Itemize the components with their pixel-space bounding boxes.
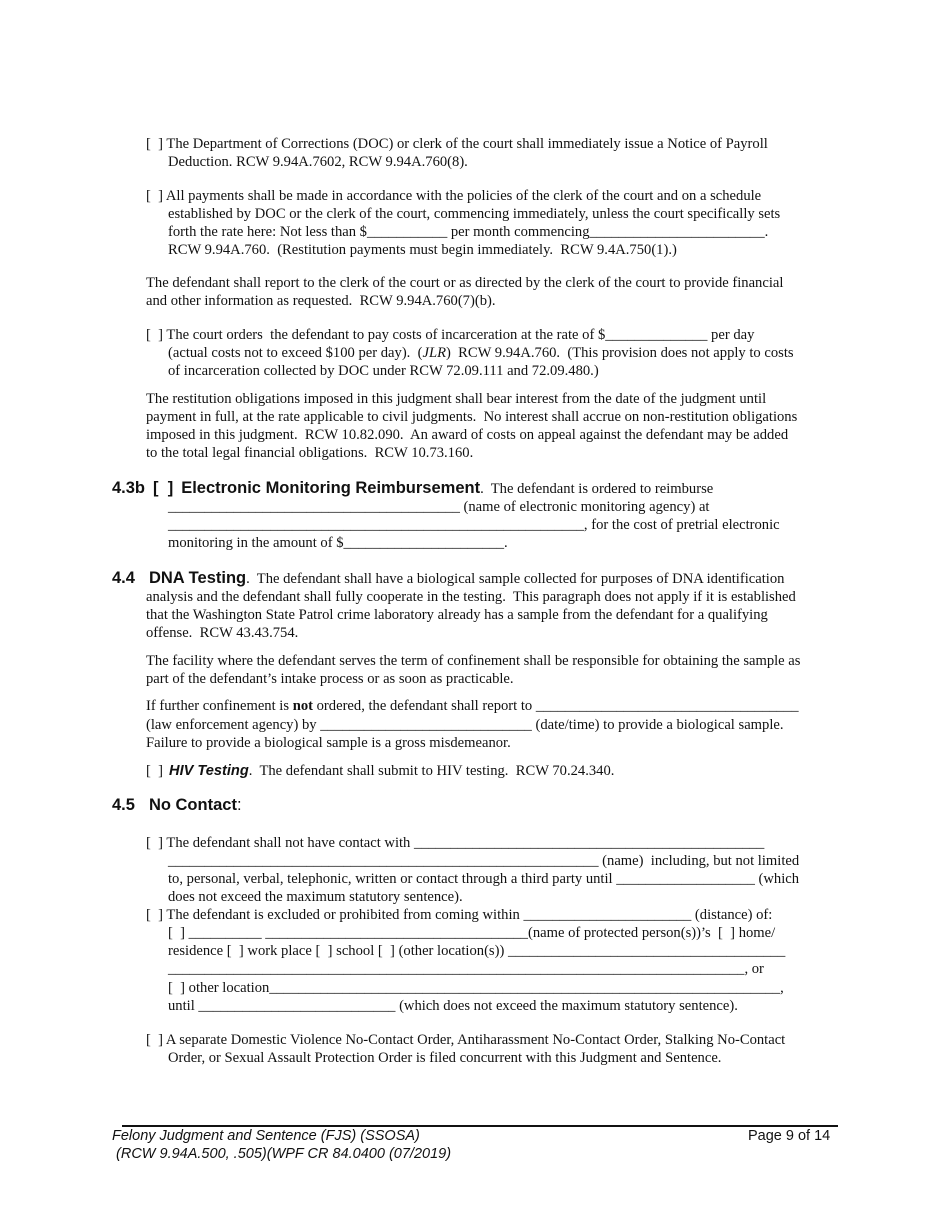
incarceration-line-3: of incarceration collected by DOC under RCW 72.09.111 and 72.09.480.) xyxy=(168,363,599,379)
section-4-5-heading: 4.5 No Contact: xyxy=(112,796,242,814)
confinement-line-1: If further confinement is not ordered, the defendant shall report to ____________________________________ xyxy=(146,698,799,714)
report-line-1: The defendant shall report to the clerk of the court or as directed by the clerk of the court to provide financial xyxy=(146,275,784,291)
section-number: 4.3b xyxy=(112,479,146,497)
facility-line-1: The facility where the defendant serves the term of confinement shall be responsible for obtaining the sample as xyxy=(146,653,801,669)
payments-line-4: RCW 9.94A.760. (Restitution payments must begin immediately. RCW 9.4A.750(1).) xyxy=(168,242,677,258)
dna-line-4: offense. RCW 43.43.754. xyxy=(146,625,299,641)
dna-line-3: that the Washington State Patrol crime laboratory already has a sample from the defendant for a qualifying xyxy=(146,607,768,623)
section-title: DNA Testing xyxy=(148,569,247,587)
section-4-3b-heading: 4.3b [ ] Electronic Monitoring Reimbursement. The defendant is ordered to reimburse xyxy=(112,479,714,497)
confinement-line-2: (law enforcement agency) by _____________________________ (date/time) to provide a biological sample. xyxy=(146,717,784,733)
interest-line-2: payment in full, at the rate applicable to civil judgments. No interest shall accrue on non-restitution obligations xyxy=(146,409,798,425)
section-number: 4.4 xyxy=(112,569,135,587)
payments-line-3: forth the rate here: Not less than $___________ per month commencing________________________. xyxy=(168,224,769,240)
confinement-line-3: Failure to provide a biological sample is a gross misdemeanor. xyxy=(146,735,511,751)
payroll-deduction-line-1: [ ] The Department of Corrections (DOC) or clerk of the court shall immediately issue a Notice of Payroll xyxy=(146,136,768,152)
exclusion-line-3: residence [ ] work place [ ] school [ ] (other location(s)) ______________________________________ xyxy=(168,943,786,959)
footer-page-number: Page 9 of 14 xyxy=(748,1128,831,1144)
exclusion-line-4: _______________________________________________________________________________, or xyxy=(168,961,764,977)
no-contact-line-2: ___________________________________________________________ (name) including, but not limited xyxy=(168,853,800,869)
checkbox-hiv-testing[interactable]: [ ] xyxy=(146,763,164,779)
incarceration-line-1: [ ] The court orders the defendant to pay costs of incarceration at the rate of $______________ per day xyxy=(146,327,755,343)
separate-order-line-2: Order, or Sexual Assault Protection Order is filed concurrent with this Judgment and Sentence. xyxy=(168,1050,722,1066)
footer-form-title: Felony Judgment and Sentence (FJS) (SSOSA) xyxy=(112,1128,420,1144)
section-4-4-heading: 4.4 DNA Testing. The defendant shall have a biological sample collected for purposes of DNA identification xyxy=(112,569,785,587)
no-contact-line-3: to, personal, verbal, telephonic, written or contact through a third party until ___________________ (which xyxy=(168,871,800,887)
exclusion-line-5: [ ] other location______________________________________________________________________, xyxy=(168,980,784,996)
section-number: 4.5 xyxy=(112,796,135,814)
exclusion-line-2: [ ] __________ ____________________________________(name of protected person(s))’s [ ] home/ xyxy=(168,925,776,941)
report-line-2: and other information as requested. RCW 9.94A.760(7)(b). xyxy=(146,293,496,309)
monitoring-agency-line: ________________________________________ (name of electronic monitoring agency) at xyxy=(168,499,710,515)
facility-line-2: part of the defendant’s intake process or as soon as practicable. xyxy=(146,671,514,687)
separate-order-line-1: [ ] A separate Domestic Violence No-Contact Order, Antiharassment No-Contact Order, Stalking No-Contact xyxy=(146,1032,786,1048)
payments-line-2: established by DOC or the clerk of the court, commencing immediately, unless the court specifically sets xyxy=(168,206,781,222)
incarceration-line-2: (actual costs not to exceed $100 per day). (JLR) RCW 9.94A.760. (This provision does not apply to costs xyxy=(168,345,794,361)
checkbox-electronic-monitoring[interactable]: [ ] xyxy=(153,479,174,497)
payroll-deduction-line-2: Deduction. RCW 9.94A.7602, RCW 9.94A.760(8). xyxy=(168,154,468,170)
footer-form-citation: (RCW 9.94A.500, .505)(WPF CR 84.0400 (07/2019) xyxy=(112,1146,452,1162)
section-title: No Contact xyxy=(148,796,237,814)
exclusion-line-6: until ___________________________ (which does not exceed the maximum statutory sentence). xyxy=(168,998,738,1014)
dna-line-2: analysis and the defendant shall fully cooperate in the testing. This paragraph does not apply if it is established xyxy=(146,589,796,605)
interest-line-1: The restitution obligations imposed in this judgment shall bear interest from the date of the judgment until xyxy=(146,391,767,407)
hiv-testing-title: HIV Testing xyxy=(169,763,249,779)
interest-line-3: imposed in this judgment. RCW 10.82.090. An award of costs on appeal against the defendant may be added xyxy=(146,427,789,443)
monitoring-cost-line: _________________________________________________________, for the cost of pretrial electronic xyxy=(168,517,780,533)
hiv-testing-line: [ ] HIV Testing. The defendant shall submit to HIV testing. RCW 70.24.340. xyxy=(146,763,615,779)
payments-line-1: [ ] All payments shall be made in accordance with the policies of the clerk of the court and on a schedule xyxy=(146,188,762,204)
no-contact-line-1: [ ] The defendant shall not have contact with ________________________________________________ xyxy=(146,835,765,851)
no-contact-line-4: does not exceed the maximum statutory sentence). xyxy=(168,889,463,905)
exclusion-line-1: [ ] The defendant is excluded or prohibited from coming within _______________________ (distance) of: xyxy=(146,907,773,923)
monitoring-amount-line: monitoring in the amount of $______________________. xyxy=(168,535,508,551)
interest-line-4: to the total legal financial obligations. RCW 10.73.160. xyxy=(146,445,474,461)
section-title: Electronic Monitoring Reimbursement xyxy=(181,479,481,497)
